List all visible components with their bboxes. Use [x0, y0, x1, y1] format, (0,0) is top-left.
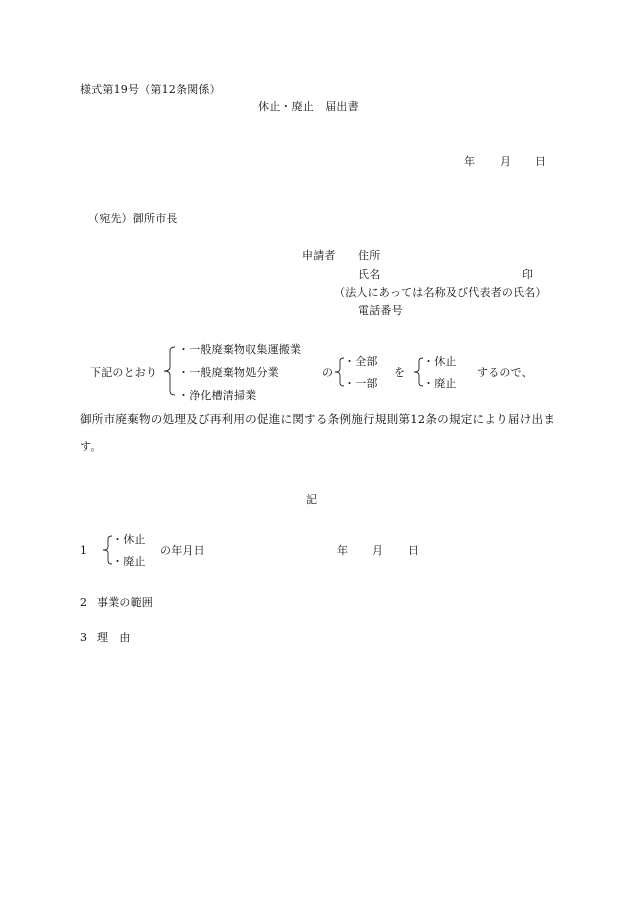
statement-body-line1: 御所市廃棄物の処理及び再利用の促進に関する条例施行規則第12条の規定により届け出ま: [80, 412, 556, 426]
item1-label: の年月日: [160, 544, 205, 557]
item1-day-label: 日: [408, 544, 420, 557]
statement-prefix: 下記のとおり: [90, 366, 158, 379]
item1-year-label: 年: [337, 544, 349, 557]
address-label: 住所: [358, 249, 381, 262]
business-type-brace: [158, 345, 178, 397]
corporation-note: （法人にあっては名称及び代表者の氏名）: [334, 286, 547, 299]
action-option: ・廃止: [423, 377, 457, 390]
item1-number: 1: [80, 544, 88, 557]
seal-mark: 印: [522, 268, 534, 281]
statement-body-line2: す。: [80, 440, 102, 453]
name-label: 氏名: [358, 268, 381, 281]
addressee: （宛先）御所市長: [88, 212, 178, 225]
document-title: 休止・廃止 届出書: [258, 100, 359, 113]
item3-number: 3: [80, 631, 88, 644]
item3-label: 理 由: [97, 631, 131, 644]
item1-option: ・廃止: [112, 555, 146, 568]
item1-option: ・休止: [112, 533, 146, 546]
action-option: ・休止: [423, 355, 457, 368]
ki-heading: 記: [306, 493, 318, 506]
item2-number: 2: [80, 596, 88, 609]
particle-wo: を: [394, 366, 406, 379]
date-month-label: 月: [500, 155, 512, 168]
phone-label: 電話番号: [358, 304, 403, 317]
statement-suffix: するので、: [477, 366, 533, 379]
item2-label: 事業の範囲: [97, 596, 153, 609]
date-year-label: 年: [464, 155, 476, 168]
business-type-option: ・浄化槽清掃業: [178, 389, 257, 402]
particle-no: の: [322, 366, 334, 379]
scope-option: ・全部: [344, 355, 378, 368]
date-day-label: 日: [535, 155, 547, 168]
item1-month-label: 月: [372, 544, 384, 557]
business-type-option: ・一般廃棄物収集運搬業: [178, 343, 302, 356]
form-number: 様式第19号（第12条関係）: [80, 83, 221, 96]
applicant-label: 申請者: [302, 249, 336, 262]
business-type-option: ・一般廃棄物処分業: [178, 366, 279, 379]
scope-option: ・一部: [344, 377, 378, 390]
